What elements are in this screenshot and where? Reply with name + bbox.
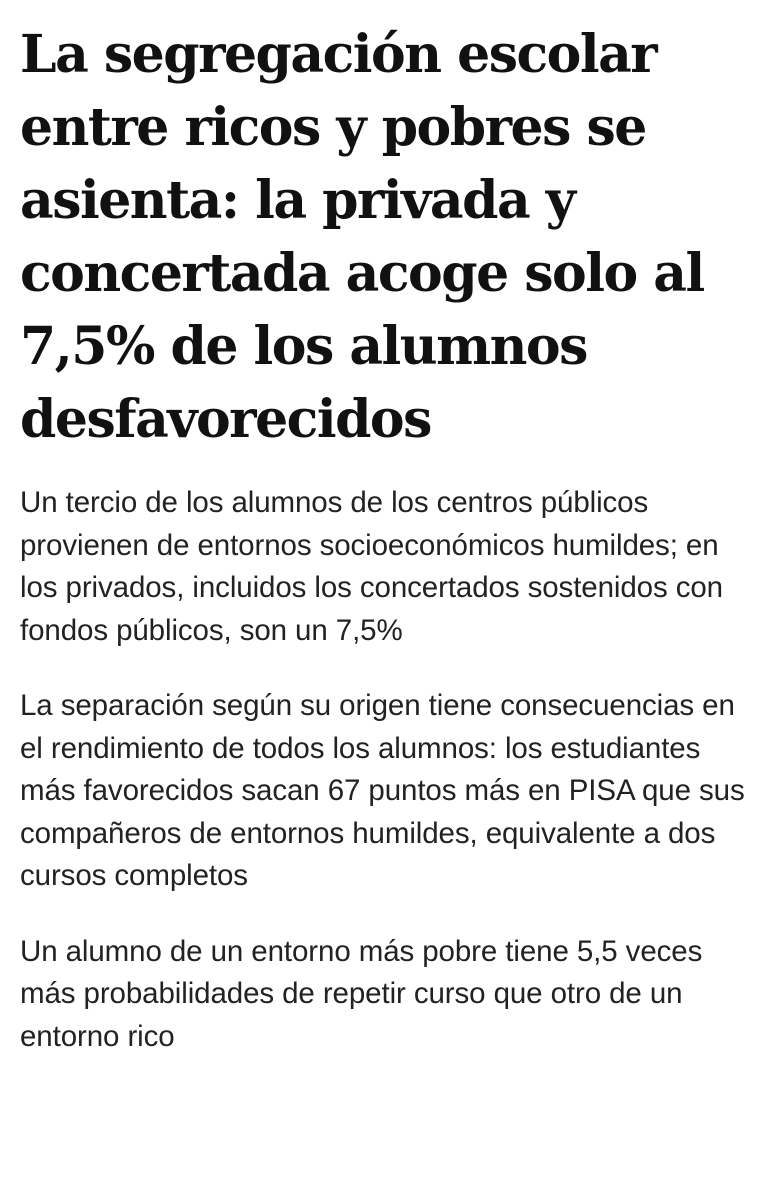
article-summary <box>20 482 760 1058</box>
summary-paragraph: La separación según su origen tiene consecuencias en el rendimiento de todos los alumnos: los estudiantes más favorecidos sacan 67 puntos más en PISA que sus compañeros de entornos humildes, equivalente a dos cursos completos <box>20 689 745 892</box>
headline: La segregación escolar entre ricos y pobres se asienta: la privada y concertada acoge solo al 7,5% de los alumnos desfavorecidos <box>20 24 704 450</box>
article <box>20 18 760 1058</box>
summary-paragraph: Un alumno de un entorno más pobre tiene 5,5 veces más probabilidades de repetir curso que otro de un entorno rico <box>20 934 703 1053</box>
summary-paragraph: Un tercio de los alumnos de los centros públicos provienen de entornos socioeconómicos humildes; en los privados, incluidos los concertados sostenidos con fondos públicos, son un 7,5% <box>20 486 723 647</box>
